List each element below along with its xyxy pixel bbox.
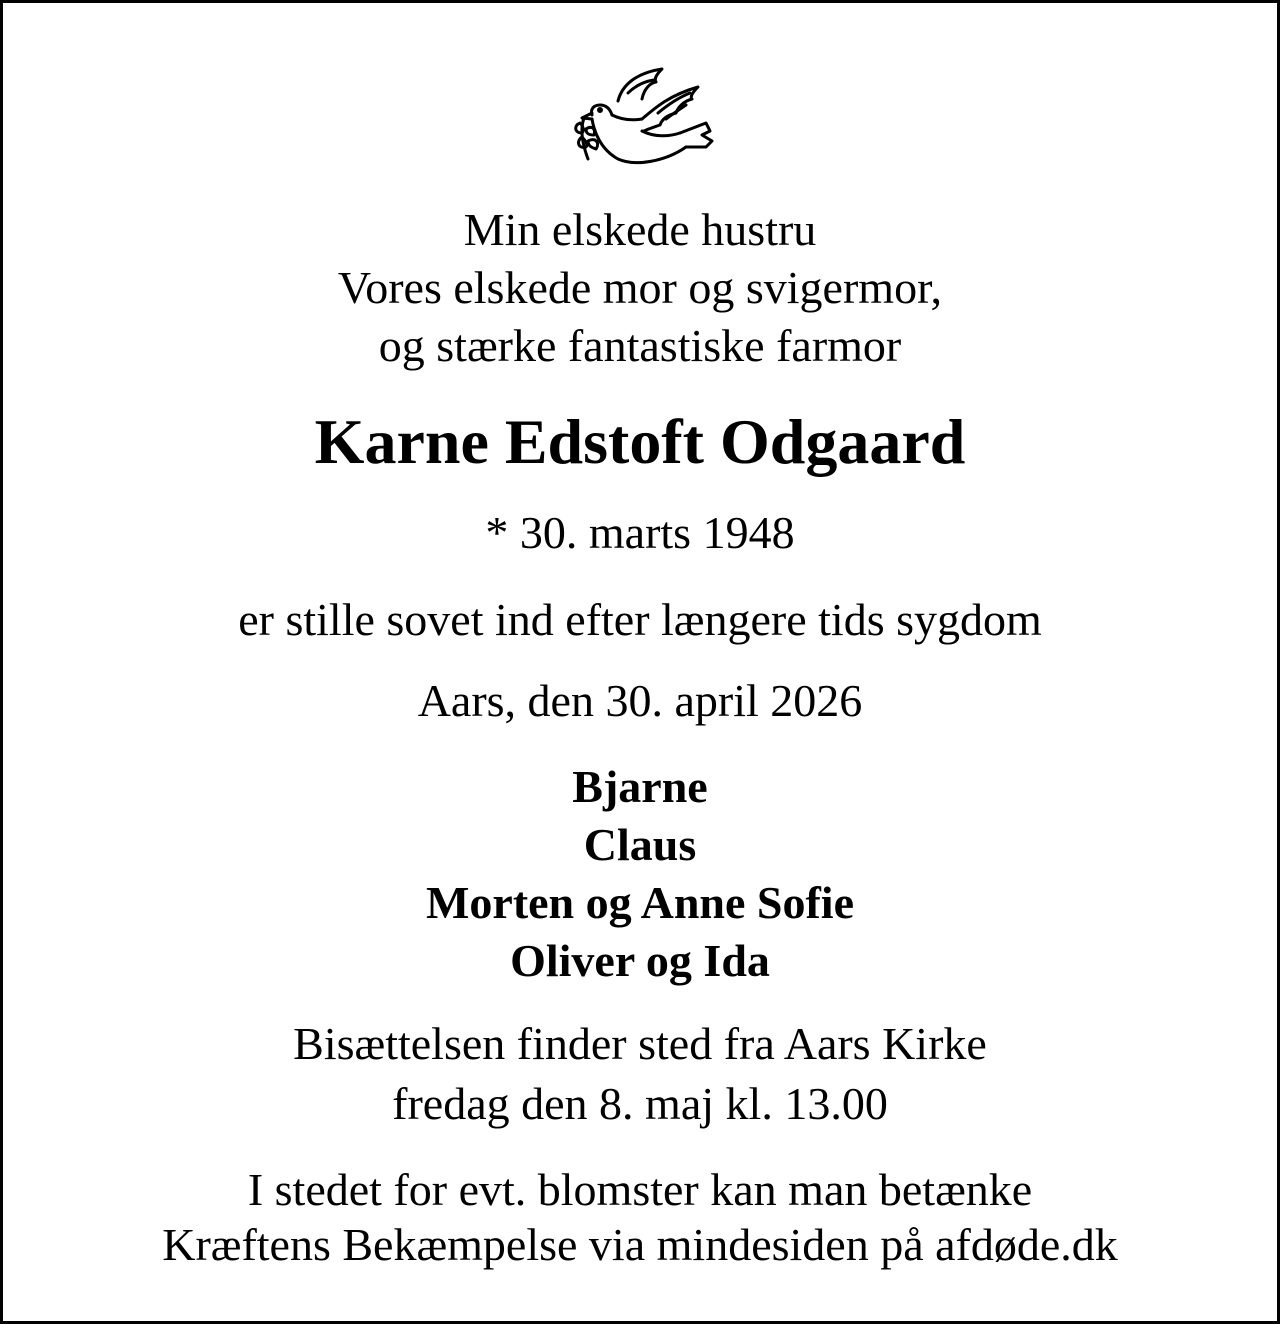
intro-line-2: Vores elskede mor og svigermor, [337, 262, 943, 313]
intro-line-1: Min elskede hustru [463, 204, 817, 255]
family-member-4: Oliver og Ida [510, 935, 770, 986]
family-member-2: Claus [583, 819, 697, 870]
place-and-date: Aars, den 30. april 2026 [417, 675, 863, 726]
dove-with-olive-branch-icon [570, 63, 716, 173]
passing-text: er stille sovet ind efter længere tids sygdom [238, 594, 1042, 645]
intro-line-3: og stærke fantastiske farmor [378, 320, 902, 371]
donation-line-1: I stedet for evt. blomster kan man betænke [247, 1164, 1033, 1215]
ceremony-line-1: Bisættelsen finder sted fra Aars Kirke [293, 1018, 987, 1069]
family-member-1: Bjarne [572, 761, 708, 812]
deceased-name: Karne Edstoft Odgaard [314, 406, 966, 477]
birth-date: * 30. marts 1948 [485, 507, 795, 558]
donation-line-2: Kræftens Bekæmpelse via mindesiden på afdøde.dk [162, 1219, 1118, 1270]
family-member-3: Morten og Anne Sofie [425, 877, 854, 928]
ceremony-line-2: fredag den 8. maj kl. 13.00 [392, 1078, 888, 1129]
